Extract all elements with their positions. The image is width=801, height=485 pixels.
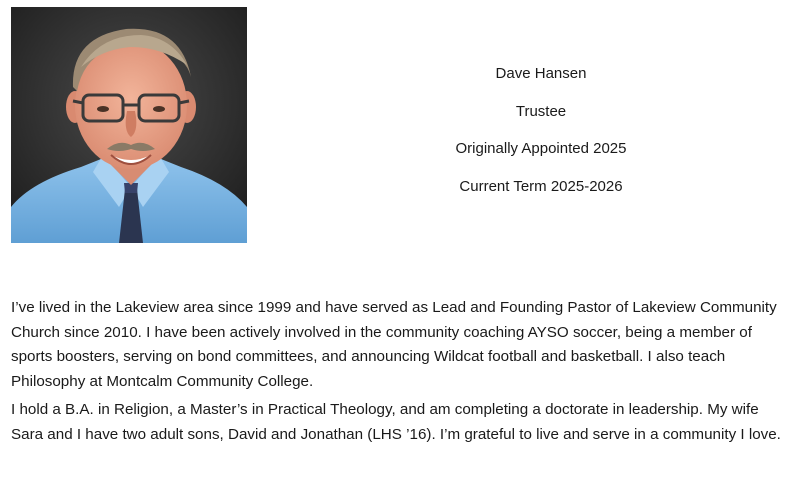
appointed-year: Originally Appointed 2025	[455, 140, 627, 157]
biography	[11, 296, 793, 451]
profile-info	[400, 64, 682, 214]
trustee-title: Trustee	[515, 102, 567, 120]
bio-paragraph-1: I’ve lived in the Lakeview area since 1999 and have served as Lead and Founding Pastor of Lakeview Community Church since 2010. I have been actively involved in the community coaching AYSO soccer, being a member of sports boosters, serving on bond committees, and announcing Wildcat football and basketball. I also teach Philosophy at Montcalm Community College.	[11, 299, 777, 390]
trustee-name: Dave Hansen	[495, 65, 587, 82]
bio-paragraph-2: I hold a B.A. in Religion, a Master’s in Practical Theology, and am completing a doctorate in leadership. My wife Sara and I have two adult sons, David and Jonathan (LHS ’16). I’m grateful to live and serve in a community I love.	[11, 401, 781, 443]
current-term: Current Term 2025-2026	[459, 177, 623, 195]
portrait-photo	[11, 7, 247, 243]
portrait-illustration	[11, 7, 247, 243]
